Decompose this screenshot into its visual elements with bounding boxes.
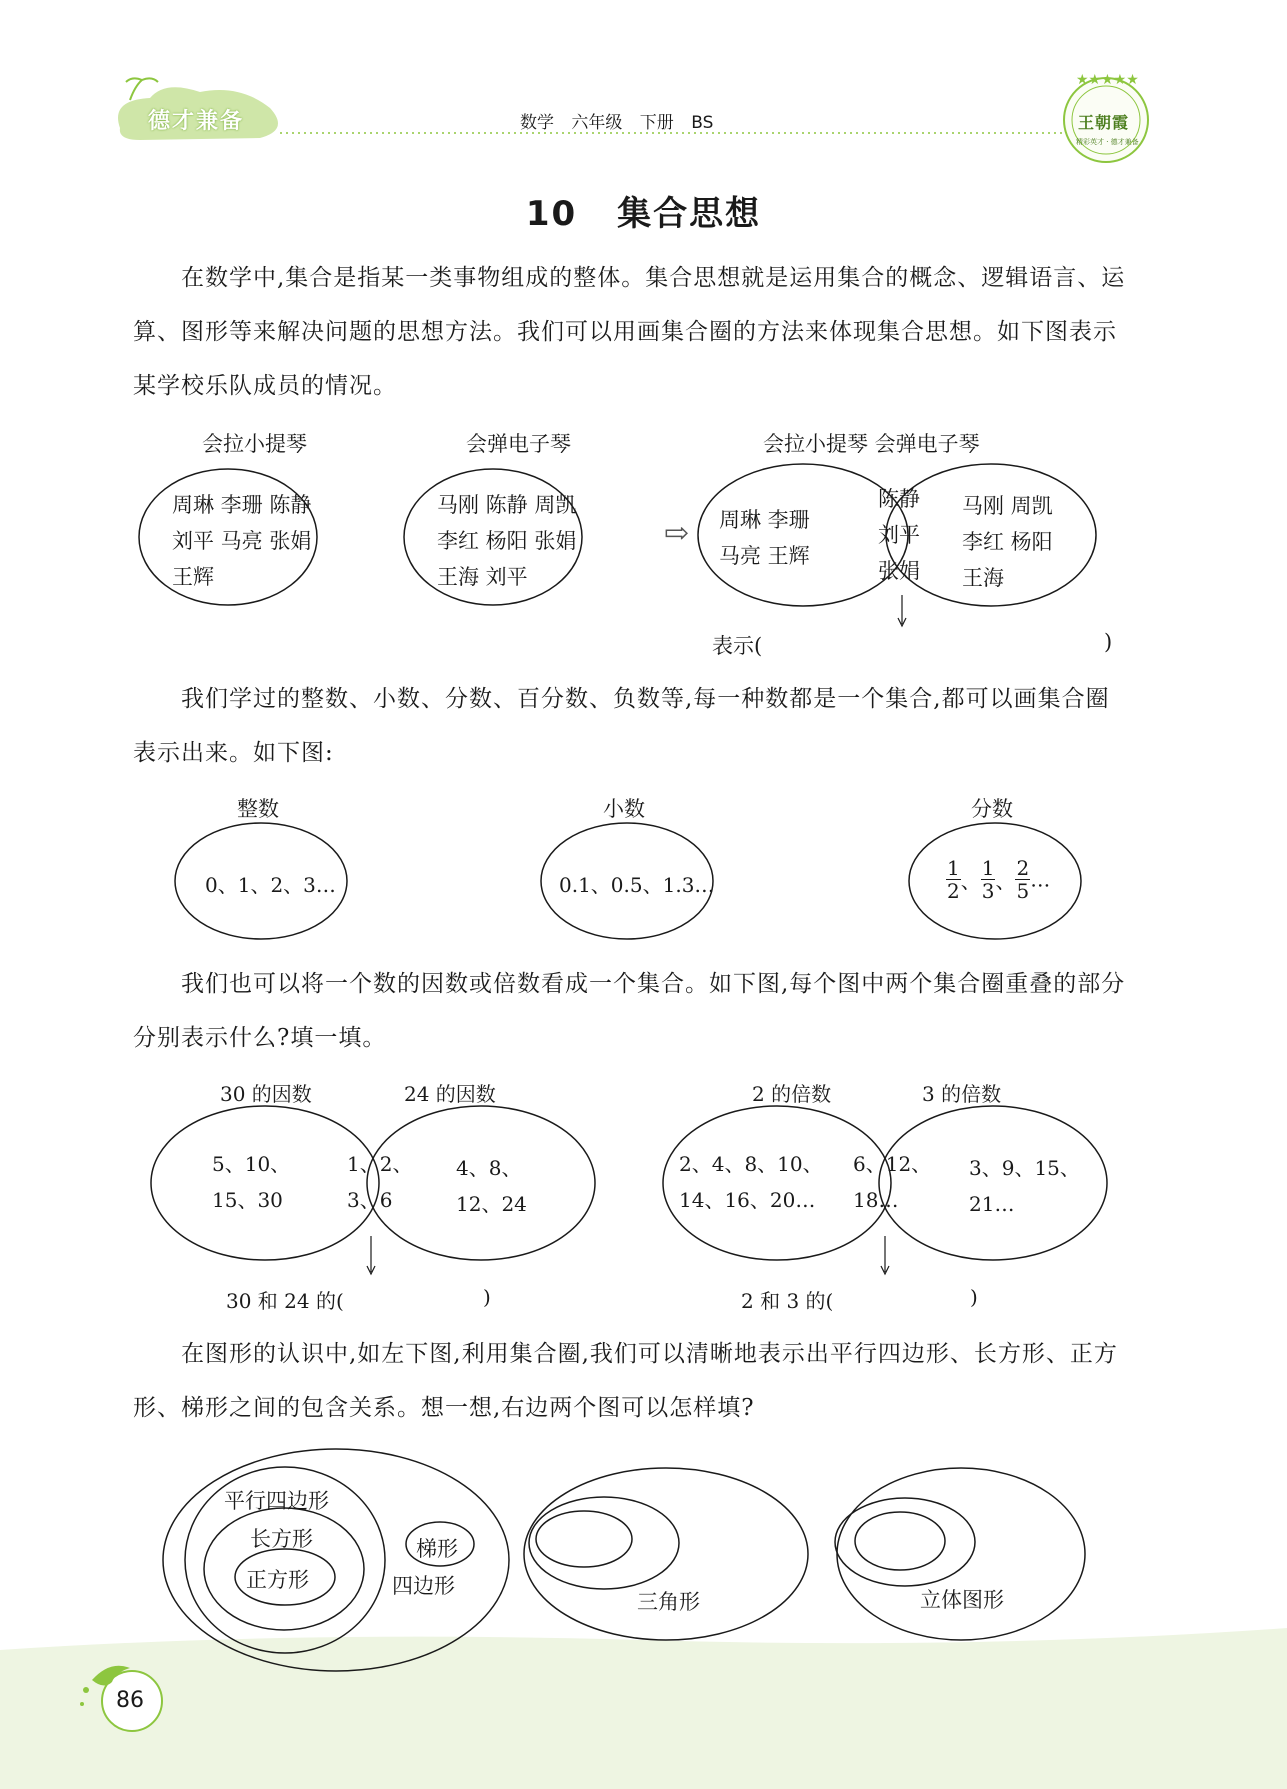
decimal-values: 0.1、0.5、1.3…	[559, 873, 715, 897]
square-label: 正方形	[246, 1568, 309, 1592]
triangle-inner-blank[interactable]	[536, 1512, 632, 1568]
factors-paragraph: 我们也可以将一个数的因数或倍数看成一个集合。如下图,每个图中两个集合圈重叠的部分分别表示什么?填一填。	[133, 971, 1126, 1051]
integer-values: 0、1、2、3…	[205, 873, 336, 897]
factor30-only: 5、10、 15、30	[212, 1152, 291, 1212]
number-sets-paragraph: 我们学过的整数、小数、分数、百分数、负数等,每一种数都是一个集合,都可以画集合圈表示出来。如下图:	[133, 686, 1110, 766]
solid-outer-blank[interactable]	[990, 1510, 1070, 1570]
fraction-label: 分数	[971, 797, 1013, 821]
factor30-label: 30 的因数	[220, 1082, 312, 1106]
factor-answer-blank[interactable]	[352, 1283, 480, 1309]
page-number: 86	[116, 1688, 144, 1713]
factor-answer-suffix: )	[483, 1285, 491, 1309]
fraction-item: $\frac{1}{2}$	[947, 856, 960, 903]
intro-paragraph: 在数学中,集合是指某一类事物组成的整体。集合思想就是运用集合的概念、逻辑语言、运算、图形等来解决问题的思想方法。我们可以用画集合圈的方法来体现集合思想。如下图表示某学校乐队成员的情况。	[133, 265, 1126, 399]
triangle-label: 三角形	[637, 1590, 700, 1614]
integer-label: 整数	[237, 797, 279, 821]
violin-only-names: 周琳 李珊 马亮 王辉	[719, 508, 810, 568]
common-factors: 1、2、 3、6	[347, 1152, 413, 1212]
seal-name: 王朝霞	[1078, 113, 1130, 132]
factor-answer-prefix: 30 和 24 的(	[226, 1289, 344, 1313]
factor24-label: 24 的因数	[404, 1082, 496, 1106]
solid-label: 立体图形	[920, 1588, 1004, 1612]
quadrilateral-label: 四边形	[392, 1574, 455, 1598]
fraction-item: $\frac{2}{5}$	[1016, 856, 1030, 903]
violin-label: 会拉小提琴	[202, 432, 307, 456]
brand-text: 德才兼备	[148, 109, 245, 134]
footer-band	[0, 1628, 1287, 1789]
fraction-values: $\frac{1}{2}$ 、 $\frac{1}{3}$ 、 $\frac{2}{5}$ …	[947, 856, 1051, 903]
both-instruments-names: 陈静 刘平 张娟	[878, 487, 920, 583]
mult2-only: 2、4、8、10、 14、16、20…	[679, 1152, 823, 1212]
mult3-only: 3、9、15、 21…	[969, 1156, 1080, 1216]
common-multiples: 6、12、 18…	[853, 1152, 932, 1212]
decimal-label: 小数	[603, 797, 645, 821]
factor24-only: 4、8、 12、24	[456, 1156, 527, 1216]
svg-text:★★★★★: ★★★★★	[1076, 72, 1139, 88]
shapes-paragraph: 在图形的认识中,如左下图,利用集合圈,我们可以清晰地表示出平行四边形、长方形、正方形、梯形之间的包含关系。想一想,右边两个图可以怎样填?	[133, 1341, 1118, 1421]
section-number: 10	[525, 194, 578, 234]
mult-answer-blank[interactable]	[845, 1283, 965, 1309]
solid-inner-blank[interactable]	[855, 1512, 945, 1570]
keyboard-only-names: 马刚 周凯 李红 杨阳 王海	[962, 494, 1053, 590]
triangle-outer-blank[interactable]	[690, 1510, 790, 1570]
band-answer-blank[interactable]	[780, 628, 1100, 654]
band-answer-suffix: )	[1104, 630, 1113, 654]
trapezoid-label: 梯形	[416, 1537, 458, 1561]
violin-names: 周琳 李珊 陈静 刘平 马亮 张娟 王辉	[172, 493, 312, 589]
mult-answer-suffix: )	[970, 1285, 978, 1309]
rectangle-label: 长方形	[250, 1527, 313, 1551]
mult2-label: 2 的倍数	[752, 1082, 832, 1106]
book-meta: 数学 六年级 下册 BS	[520, 113, 714, 133]
fraction-item: $\frac{1}{3}$	[981, 856, 995, 903]
arrow-right-icon: ⇨	[664, 516, 690, 551]
keyboard-label: 会弹电子琴	[466, 432, 571, 456]
keyboard-names: 马刚 陈静 周凯 李红 杨阳 张娟 王海 刘平	[437, 493, 577, 589]
combined-label: 会拉小提琴 会弹电子琴	[763, 432, 980, 456]
section-title: 集合思想	[617, 194, 762, 234]
parallelogram-label: 平行四边形	[224, 1489, 329, 1513]
mult3-label: 3 的倍数	[922, 1082, 1002, 1106]
page-title	[0, 186, 1287, 235]
seal-subtitle: 精彩英才 · 德才兼备	[1076, 138, 1139, 146]
mult-answer-prefix: 2 和 3 的(	[741, 1289, 834, 1313]
band-answer-prefix: 表示(	[712, 634, 763, 658]
